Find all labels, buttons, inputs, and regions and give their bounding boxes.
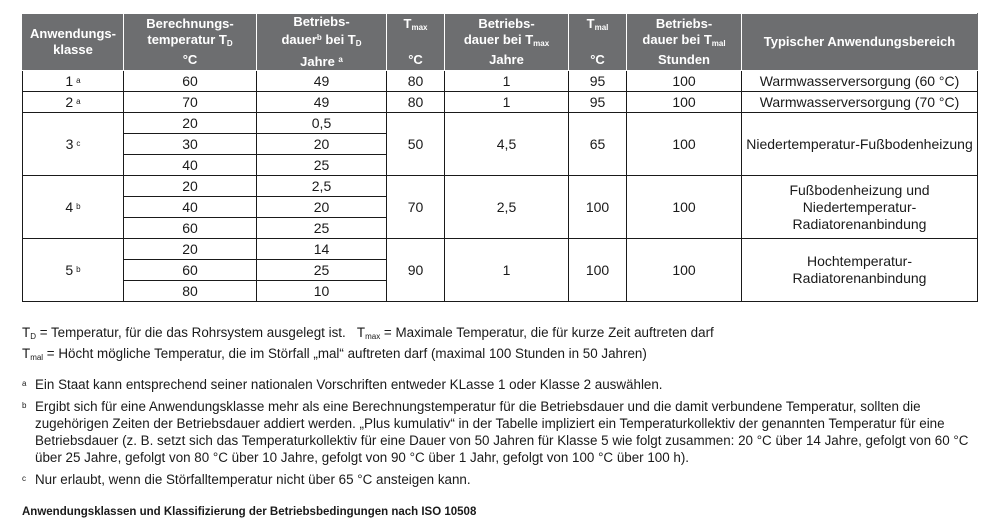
- td-cell: 20: [124, 176, 257, 197]
- td-cell: 20: [124, 239, 257, 260]
- dauer-tmax-cell: 1: [445, 239, 569, 302]
- bereich-cell: Warmwasserversorgung (70 °C): [742, 92, 978, 113]
- tmax-cell: 90: [387, 239, 445, 302]
- dauer-tmal-cell: 100: [627, 92, 742, 113]
- dauer-tmax-cell: 2,5: [445, 176, 569, 239]
- dauer-cell: 49: [257, 71, 387, 92]
- legend-td-tmax: $T_D$ = Temperatur, für die das Rohrsystem ausgelegt ist. $T_{max}$ = Maximale Temperatur, die für kurze Zeit auftreten darf: [22, 325, 714, 341]
- klasse-cell: 3 $^c$: [23, 113, 124, 176]
- tmal-cell: 100: [569, 176, 627, 239]
- klasse-cell: 5 $^b$: [23, 239, 124, 302]
- bereich-cell: Niedertemperatur-Fußbodenheizung: [742, 113, 978, 176]
- td-cell: 80: [124, 281, 257, 302]
- td-cell: 20: [124, 113, 257, 134]
- tmax-cell: 80: [387, 71, 445, 92]
- tmax-cell: 80: [387, 92, 445, 113]
- klasse-cell: 2 $^a$: [23, 92, 124, 113]
- dauer-tmal-cell: 100: [627, 239, 742, 302]
- bereich-cell: Warmwasserversorgung (60 °C): [742, 71, 978, 92]
- td-cell: 70: [124, 92, 257, 113]
- klasse-cell: 4 $^b$: [23, 176, 124, 239]
- dauer-cell: 25: [257, 155, 387, 176]
- dauer-cell: 10: [257, 281, 387, 302]
- tmal-cell: 95: [569, 71, 627, 92]
- dauer-tmax-cell: 1: [445, 92, 569, 113]
- table-row: [23, 239, 978, 260]
- table-row: [23, 176, 978, 197]
- tmal-cell: 95: [569, 92, 627, 113]
- dauer-tmax-cell: 1: [445, 71, 569, 92]
- table-row: [23, 113, 978, 134]
- classification-table: [22, 13, 978, 302]
- dauer-tmal-cell: 100: [627, 176, 742, 239]
- header-tmal: $T_{mal}$ °C: [569, 14, 627, 71]
- dauer-cell: 20: [257, 134, 387, 155]
- notes-section: [22, 324, 982, 488]
- table-caption: Anwendungsklassen und Klassifizierung der Betriebsbedingungen nach ISO 10508: [22, 506, 477, 518]
- dauer-cell: 25: [257, 218, 387, 239]
- header-anwendungsbereich: Typischer Anwendungsbereich: [742, 14, 978, 71]
- dauer-cell: 14: [257, 239, 387, 260]
- footnote-c: c Nur erlaubt, wenn die Störfalltemperatur nicht über 65 °C ansteigen kann.: [22, 472, 471, 487]
- dauer-tmax-cell: 4,5: [445, 113, 569, 176]
- footnote-b: b Ergibt sich für eine Anwendungsklasse mehr als eine Berechnungstemperatur für die Betriebsdauer und die damit verbundene Temperatur, sollten die zugehörigen Zeiten der Betriebsdauer addiert werden. „Plus kumulativ“ in der Tabelle impliziert ein Temperaturkollektiv der genannten Temperatur für eine Betriebsdauer (z. B. setzt sich das Temperaturkollektiv für eine Dauer von 50 Jahren für Klasse 5 wie folgt zusammen: 20 °C über 14 Jahre, gefolgt von 60 °C über 25 Jahre, gefolgt von 80 °C über 10 Jahre, gefolgt von 90 °C über 1 Jahr, gefolgt von 100 °C über 100 h).: [22, 399, 969, 465]
- header-betriebsdauer-td: Betriebs- dauer$^b$ bei $T_D$ Jahre $^a$: [257, 14, 387, 71]
- header-betriebsdauer-tmax: Betriebs- dauer bei $T_{max}$ Jahre: [445, 14, 569, 71]
- header-tmax: $T_{max}$ °C: [387, 14, 445, 71]
- dauer-cell: 25: [257, 260, 387, 281]
- dauer-cell: 49: [257, 92, 387, 113]
- td-cell: 60: [124, 260, 257, 281]
- tmax-cell: 70: [387, 176, 445, 239]
- header-berechnungstemperatur: Berechnungs- temperatur $T_D$ °C: [124, 14, 257, 71]
- dauer-cell: 0,5: [257, 113, 387, 134]
- legend-tmal: $T_{mal}$ = Höcht mögliche Temperatur, die im Störfall „mal“ auftreten darf (maximal 100 Stunden in 50 Jahren): [22, 346, 647, 362]
- table-row: [23, 71, 978, 92]
- tmal-cell: 100: [569, 239, 627, 302]
- td-cell: 40: [124, 155, 257, 176]
- dauer-cell: 20: [257, 197, 387, 218]
- table-header-row: [23, 14, 978, 71]
- klasse-cell: 1 $^a$: [23, 71, 124, 92]
- dauer-tmal-cell: 100: [627, 113, 742, 176]
- dauer-tmal-cell: 100: [627, 71, 742, 92]
- header-betriebsdauer-tmal: Betriebs- dauer bei $T_{mal}$ Stunden: [627, 14, 742, 71]
- tmax-cell: 50: [387, 113, 445, 176]
- header-anwendungsklasse: Anwendungs- klasse: [23, 14, 124, 71]
- td-cell: 30: [124, 134, 257, 155]
- bereich-cell: Fußbodenheizung und Niedertemperatur-Radiatorenanbindung: [742, 176, 978, 239]
- td-cell: 40: [124, 197, 257, 218]
- bereich-cell: Hochtemperatur-Radiatorenanbindung: [742, 239, 978, 302]
- td-cell: 60: [124, 218, 257, 239]
- footnote-a: a Ein Staat kann entsprechend seiner nationalen Vorschriften entweder KLasse 1 oder Klasse 2 auswählen.: [22, 377, 663, 392]
- tmal-cell: 65: [569, 113, 627, 176]
- td-cell: 60: [124, 71, 257, 92]
- dauer-cell: 2,5: [257, 176, 387, 197]
- table-row: [23, 92, 978, 113]
